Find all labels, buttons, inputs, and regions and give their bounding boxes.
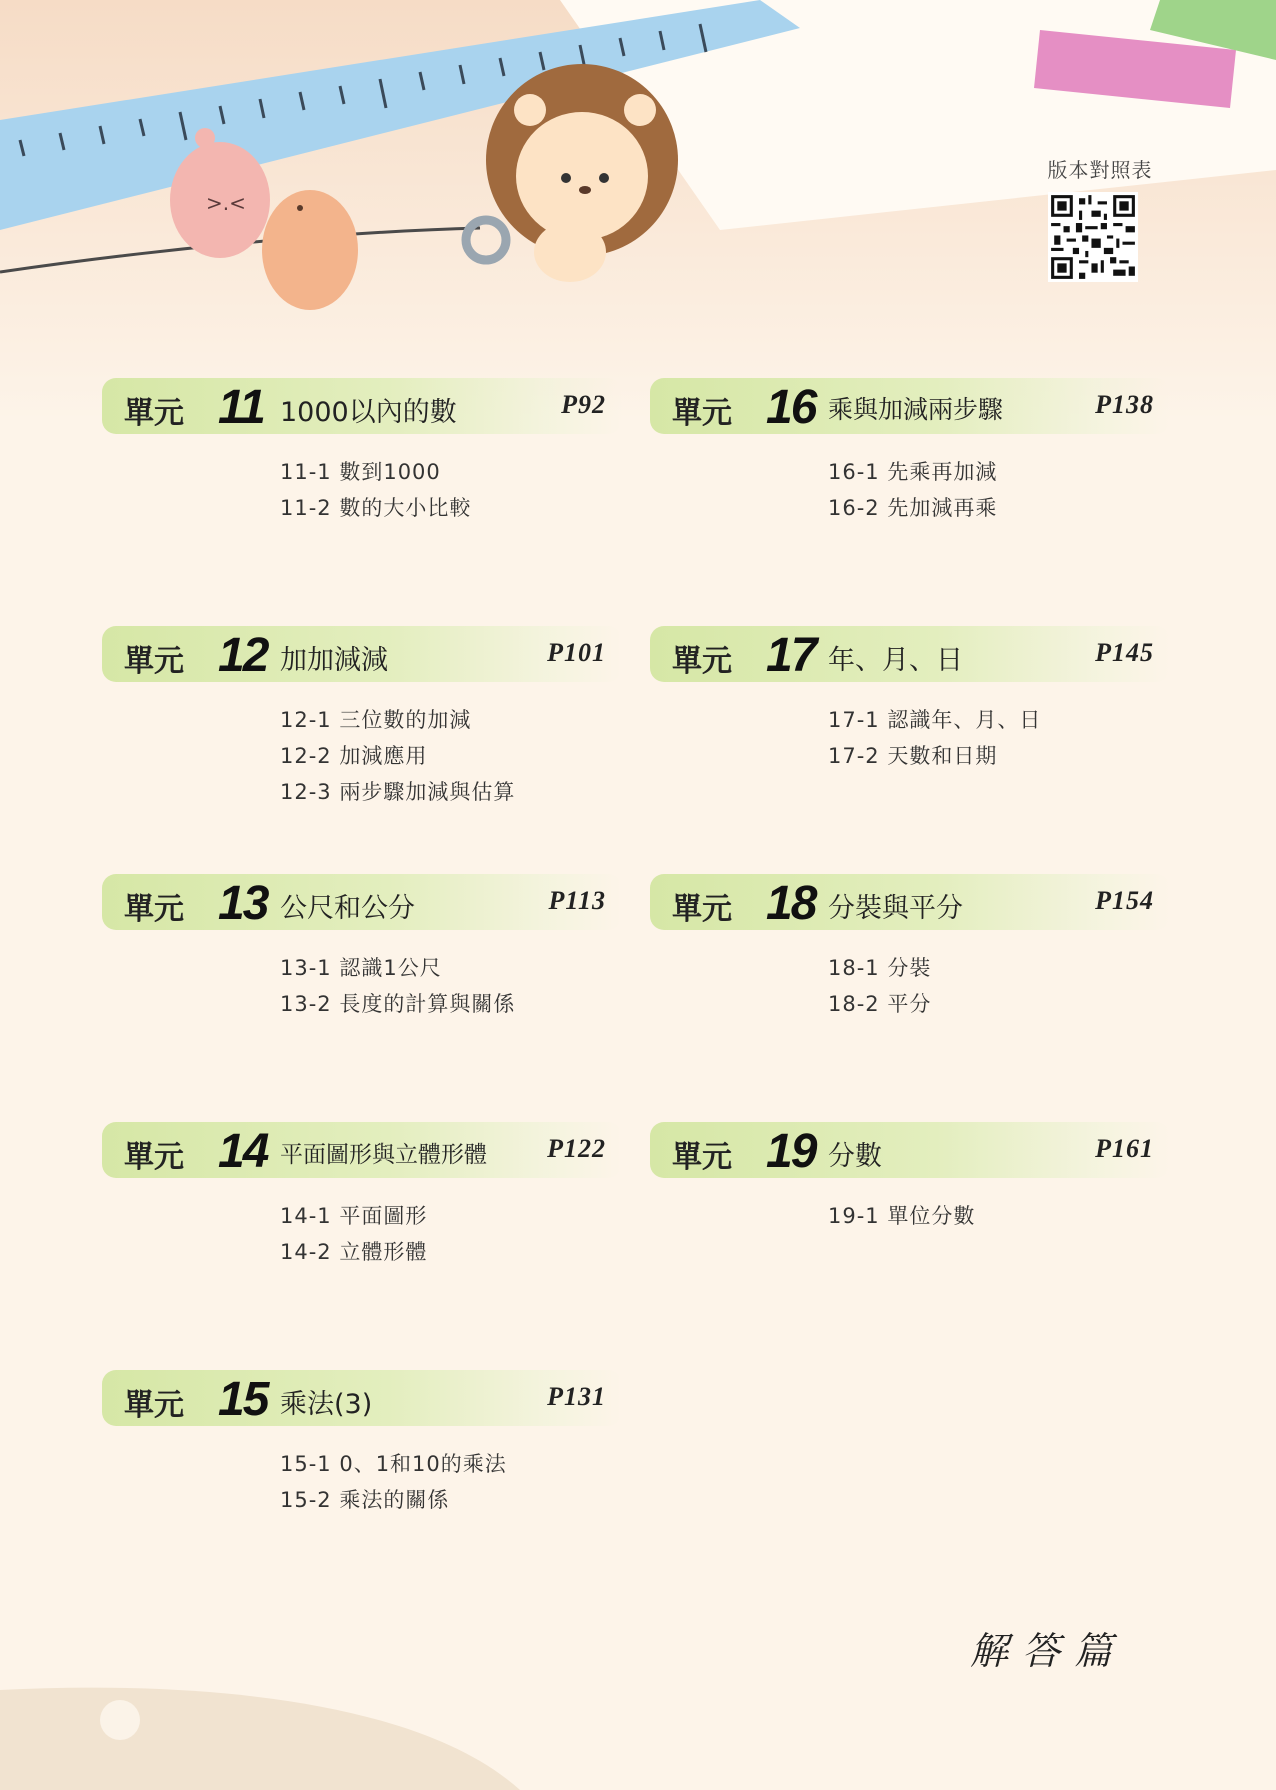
lesson-list [280, 702, 622, 810]
unit-11[interactable] [102, 378, 622, 526]
lesson-list [280, 454, 622, 526]
unit-page: P138 [1095, 390, 1154, 419]
unit-label: 單元 [672, 396, 732, 431]
lesson-item: 15-1 0、1和10的乘法 [280, 1452, 507, 1476]
unit-number: 18 [766, 877, 816, 930]
unit-number: 19 [766, 1125, 816, 1178]
unit-page: P161 [1095, 1134, 1154, 1163]
unit-number: 12 [218, 629, 268, 682]
lesson-list [280, 1446, 622, 1518]
hamster [262, 190, 358, 310]
unit-label: 單元 [124, 892, 184, 927]
svg-text:>.<: >.< [206, 191, 246, 215]
unit-label: 單元 [124, 1140, 184, 1175]
unit-header [650, 1122, 1170, 1178]
unit-15[interactable] [102, 1370, 622, 1518]
lesson-item: 13-1 認識1公尺 [280, 956, 442, 980]
lesson-item: 16-1 先乘再加減 [828, 460, 998, 484]
unit-header [102, 1370, 622, 1426]
lesson-list [280, 1198, 622, 1270]
lesson-item: 12-3 兩步驟加減與估算 [280, 780, 516, 804]
unit-header [102, 626, 622, 682]
unit-header [102, 1122, 622, 1178]
unit-number: 14 [218, 1125, 268, 1178]
unit-header [650, 378, 1170, 434]
unit-header [102, 378, 622, 434]
unit-number: 17 [766, 629, 816, 682]
unit-title: 分數 [828, 1141, 882, 1172]
lesson-item: 11-2 數的大小比較 [280, 496, 472, 520]
lesson-item: 14-2 立體形體 [280, 1240, 428, 1264]
lesson-item: 12-2 加減應用 [280, 744, 428, 768]
unit-17[interactable] [650, 626, 1170, 774]
unit-14[interactable] [102, 1122, 622, 1270]
unit-title: 加加減減 [280, 645, 388, 676]
lesson-list [828, 1198, 1170, 1234]
unit-title: 平面圖形與立體形體 [280, 1142, 487, 1168]
unit-title: 分裝與平分 [828, 893, 963, 924]
lesson-item: 18-1 分裝 [828, 956, 932, 980]
unit-label: 單元 [672, 644, 732, 679]
unit-number: 11 [218, 381, 264, 434]
unit-page: P101 [547, 638, 606, 667]
lesson-item: 16-2 先加減再乘 [828, 496, 998, 520]
lesson-list [828, 950, 1170, 1022]
unit-title: 公尺和公分 [280, 893, 415, 924]
lesson-item: 14-1 平面圖形 [280, 1204, 428, 1228]
qr-caption: 版本對照表 [1047, 158, 1153, 182]
unit-page: P122 [547, 1134, 606, 1163]
unit-title: 年、月、日 [828, 645, 963, 676]
unit-19[interactable] [650, 1122, 1170, 1234]
section-footer-title: 解答篇 [970, 1629, 1127, 1673]
unit-number: 13 [218, 877, 268, 930]
lesson-list [828, 454, 1170, 526]
unit-page: P154 [1095, 886, 1154, 915]
lesson-item: 17-1 認識年、月、日 [828, 708, 1042, 732]
lesson-item: 15-2 乘法的關係 [280, 1488, 450, 1512]
unit-label: 單元 [124, 1388, 184, 1423]
unit-header [650, 874, 1170, 930]
bottom-hole [100, 1700, 140, 1740]
unit-title: 1000以內的數 [280, 397, 457, 428]
lesson-list [280, 950, 622, 1022]
unit-page: P131 [547, 1382, 606, 1411]
lesson-item: 19-1 單位分數 [828, 1204, 976, 1228]
unit-label: 單元 [124, 396, 184, 431]
lesson-item: 11-1 數到1000 [280, 460, 441, 484]
bottom-paper [0, 1688, 520, 1790]
unit-header [102, 874, 622, 930]
lesson-item: 17-2 天數和日期 [828, 744, 998, 768]
unit-page: P92 [561, 390, 606, 419]
lesson-item: 13-2 長度的計算與關係 [280, 992, 516, 1016]
unit-18[interactable] [650, 874, 1170, 1022]
qr-code[interactable] [1048, 192, 1138, 282]
unit-label: 單元 [124, 644, 184, 679]
unit-number: 15 [218, 1373, 268, 1426]
unit-header [650, 626, 1170, 682]
unit-label: 單元 [672, 892, 732, 927]
unit-16[interactable] [650, 378, 1170, 526]
lesson-list [828, 702, 1170, 774]
unit-label: 單元 [672, 1140, 732, 1175]
unit-title: 乘與加減兩步驟 [828, 395, 1004, 424]
lesson-item: 18-2 平分 [828, 992, 932, 1016]
unit-12[interactable] [102, 626, 622, 810]
unit-title: 乘法(3) [280, 1389, 373, 1420]
unit-13[interactable] [102, 874, 622, 1022]
unit-page: P145 [1095, 638, 1154, 667]
lesson-item: 12-1 三位數的加減 [280, 708, 472, 732]
unit-number: 16 [766, 381, 816, 434]
unit-page: P113 [548, 886, 606, 915]
